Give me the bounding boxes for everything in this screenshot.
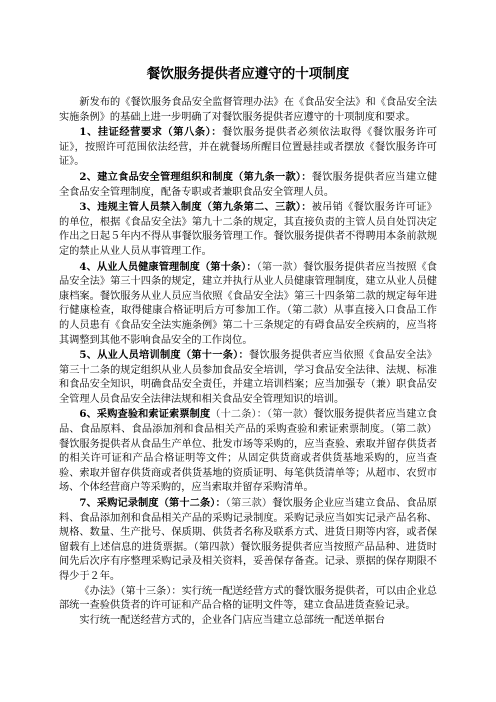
paragraph-item-4 bbox=[59, 260, 437, 349]
item-heading: 6、采购查验和索证索票制度 bbox=[79, 408, 211, 421]
item-heading: 4、从业人员健康管理制度（第十条）： bbox=[79, 260, 257, 273]
item-text: 餐饮服务提供者必须依法取得《餐饮服务许可证》，按照许可范围依法经营，并在就餐场所醒目位置悬挂或者摆放《餐饮服务许可证》。 bbox=[59, 127, 437, 168]
paragraph-item-3 bbox=[59, 200, 437, 259]
intro-paragraph: 新发布的《餐饮服务食品安全监督管理办法》在《食品安全法》和《食品安全法实施条例》的基础上进一步明确了对餐饮服务提供者应遵守的十项制度和要求。 bbox=[59, 97, 437, 123]
document-body bbox=[59, 96, 437, 628]
paragraph-item-1 bbox=[59, 125, 437, 170]
item-text: 《办法》（第十三条）：实行统一配送经营方式的餐饮服务提供者，可以由企业总部统一查验供货者的许可证和产品合格的证明文件等，建立食品进货查验记录。 bbox=[59, 585, 437, 612]
paragraph-item-9 bbox=[59, 614, 437, 629]
item-text: 餐饮服务提供者应当建立食品、食品原料、食品添加剂和食品相关产品的采购查验和索证索票制度。（第二款）餐饮服务提供者从食品生产单位、批发市场等采购的，应当查验、索取并留存供货者的相关许可证和产品合格证明等文件；从固定供货商或者供货基地采购的，应当查验、索取并留存供货商或者供货基地的资质证明、每笔供货清单等；从超市、农贸市场、个体经营商户等采购的，应当索取并留存采购清单。 bbox=[59, 409, 438, 494]
item-text: 餐饮服务提供者应当建立健全食品安全管理制度，配备专职或者兼职食品安全管理人员。 bbox=[59, 171, 437, 198]
paragraph-item-2 bbox=[59, 170, 437, 200]
paragraph-item-7 bbox=[59, 496, 437, 585]
item-text: 实行统一配送经营方式的，企业各门店应当建立总部统一配送单据台 bbox=[79, 614, 386, 626]
item-text: 餐饮服务提供者应当按照《食品安全法》第三十四条的规定，建立并执行从业人员健康管理制度，建立从业人员健康档案。餐饮服务从业人员应当依照《食品安全法》第三十四条第二款的规定每年进行健康检查，取得健康合格证明后方可参加工作。（第二款）从事直接入口食品工作的人员患有《食品安全法实施条例》第二十三条规定的有碍食品安全疾病的，应当将其调整到其他不影响食品安全的工作岗位。 bbox=[59, 261, 437, 346]
paragraph-item-6 bbox=[59, 407, 437, 496]
item-text: 餐饮服务提供者应当依照《食品安全法》第三十二条的规定组织从业人员参加食品安全培训，学习食品安全法律、法规、标准和食品安全知识，明确食品安全责任，并建立培训档案；应当加强专（兼）职食品安全管理人员食品安全法律法规和相关食品安全管理知识的培训。 bbox=[59, 350, 437, 405]
item-clause: （十二条）：（第一款） bbox=[210, 409, 314, 421]
item-clause: （第一款） bbox=[256, 261, 304, 273]
item-text: 餐饮服务企业应当建立食品、食品原料、食品添加剂和食品相关产品的采购记录制度。采购记录应当如实记录产品名称、规格、数量、生产批号、保质期、供货者名称及联系方式、进货日期等内容，或者保留载有上述信息的进货票据。（第四款）餐饮服务提供者应当按照产品品种、进货时间先后次序有序整理采购记录及相关资料，妥善保存备查。记录、票据的保存期限不得少于２年。 bbox=[59, 498, 437, 582]
paragraph-item-8 bbox=[59, 585, 437, 614]
item-heading: 2、建立食品安全管理组织和制度（第九条一款）： bbox=[79, 170, 312, 183]
item-heading: 1、挂证经营要求（第八条）： bbox=[79, 126, 223, 139]
item-heading: 3、违规主管人员禁入制度（第九条第二、三款）： bbox=[79, 201, 312, 214]
paragraph-item-5 bbox=[59, 348, 437, 407]
page-title: 餐饮服务提供者应遵守的十项制度 bbox=[146, 66, 350, 82]
item-clause: （第三款） bbox=[225, 498, 273, 510]
item-heading: 7、采购记录制度（第十二条）： bbox=[79, 497, 226, 510]
item-text: 被吊销《餐饮服务许可证》的单位，根据《食品安全法》第九十二条的规定，其直接负责的主管人员自处罚决定作出之日起５年内不得从事餐饮服务管理工作。餐饮服务提供者不得聘用本条前款规定的禁止从业人员从事管理工作。 bbox=[59, 202, 437, 257]
item-heading: 5、从业人员培训制度（第十一条）： bbox=[79, 349, 249, 362]
